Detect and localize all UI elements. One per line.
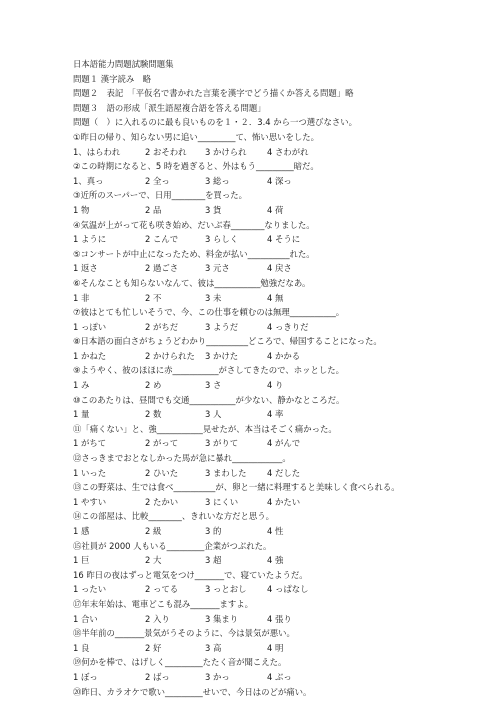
answer-options — [73, 261, 473, 276]
question-text: ①昨日の帰り、知らない男に追い_________て、怖い思いをした。 — [73, 131, 320, 142]
answer-option: 3 超 — [205, 555, 222, 566]
answer-option: 3 っとおし — [205, 584, 247, 595]
answer-option: 4 戻さ — [267, 263, 292, 274]
answer-options — [73, 203, 473, 218]
question-text: ⑬この野菜は、生では食べ__________が、卵と一緒に料理すると美味しく食べられる。 — [73, 482, 400, 493]
answer-option: 1 良 — [73, 642, 90, 653]
instruction: 問題（ ）に入れるのに最も良いものを１・２．3.4 から一つ選びなさい。 — [73, 117, 357, 128]
answer-option: 4 荷 — [267, 204, 284, 215]
answer-option: 2 ばっ — [145, 671, 170, 682]
answer-option: 1 感 — [73, 526, 90, 536]
answer-option: 1、真っ — [73, 175, 104, 186]
answer-option: 1、はらわれ — [73, 146, 121, 157]
answer-options — [73, 612, 473, 627]
answer-option: 3 ようだ — [205, 321, 239, 332]
answer-options — [73, 232, 473, 247]
question-text: ②この時期になると、5 時を過ぎると、外はもう_________暗だ。 — [73, 161, 319, 172]
answer-option: 2 不 — [145, 292, 162, 303]
answer-option: 4 明 — [267, 642, 284, 653]
answer-option: 4 強 — [267, 555, 284, 566]
answer-option: 4 っきりだ — [267, 321, 309, 332]
answer-option: 1 物 — [73, 204, 90, 215]
question-text: ⑭この部屋は、比較________、きれいな方だと思う。 — [73, 511, 274, 522]
answer-option: 3 かけた — [205, 350, 239, 361]
answer-option: 3 がりて — [205, 438, 239, 449]
answer-options — [73, 553, 473, 568]
section-q2: 問題２ 表記 「平仮名で書かれた言葉を漢字でどう描くか答える問題」略 — [73, 88, 354, 99]
question-text: ⑩このあたりは、昼間でも交通___________が少ない、静かなところだ。 — [73, 394, 345, 405]
answer-option: 4 がんで — [267, 438, 301, 449]
answer-option: 4 さわがれ — [267, 146, 309, 157]
answer-options — [73, 582, 473, 597]
answer-option: 2 め — [145, 380, 162, 391]
question-text: ⑧日本語の面白さがちょうどわかり__________どころで、帰国することになった。 — [73, 336, 382, 347]
answer-option: 1 やすい — [73, 496, 107, 507]
answer-option: 2 過ごさ — [145, 263, 179, 274]
answer-option: 4 張り — [267, 613, 292, 624]
answer-option: 3 にくい — [205, 496, 239, 507]
section-q3: 問題３ 語の形成「派生語屋複合語を答える問題」 — [73, 102, 266, 113]
answer-options — [73, 349, 473, 364]
answer-options — [73, 641, 473, 656]
answer-option: 3 さ — [205, 380, 222, 391]
answer-options — [73, 378, 473, 393]
answer-option: 2 がって — [145, 438, 179, 449]
answer-option: 2 好 — [145, 642, 162, 653]
answer-option: 1 ように — [73, 234, 107, 245]
answer-option: 2 数 — [145, 409, 162, 420]
answer-option: 4 深っ — [267, 175, 292, 186]
answer-option: 3 貨 — [205, 204, 222, 215]
question-text: ⑰年末年始は、電車どこも混み_______ますよ。 — [73, 598, 254, 609]
answer-options — [73, 174, 473, 189]
answer-option: 2 ってる — [145, 584, 179, 595]
answer-option: 3 かけられ — [205, 146, 247, 157]
question-text: ⑫さっきまでおとなしかった馬が急に暴れ____________。 — [73, 453, 291, 464]
answer-option: 2 全っ — [145, 175, 170, 186]
answer-option: 1 み — [73, 380, 90, 391]
answer-option: 4 かたい — [267, 496, 301, 507]
question-text: ③近所のスーパーで、日用________を買った。 — [73, 190, 248, 201]
answer-option: 1 がちて — [73, 438, 107, 449]
answer-option: 4 無 — [267, 292, 284, 303]
answer-options — [73, 495, 473, 510]
answer-options — [73, 407, 473, 422]
answer-options — [73, 320, 473, 335]
answer-option: 4 かかる — [267, 350, 301, 361]
answer-options — [73, 670, 473, 685]
answer-option: 4 っぱなし — [267, 584, 309, 595]
answer-option: 1 巨 — [73, 555, 90, 566]
answer-option: 1 ぼっ — [73, 671, 98, 682]
answer-option: 2 がちだ — [145, 321, 179, 332]
answer-option: 2 こんで — [145, 234, 179, 245]
document-page — [73, 57, 473, 699]
answer-option: 2 入り — [145, 613, 170, 624]
answer-option: 4 だした — [267, 467, 301, 478]
question-text: ⑲何かを棒で、はげしく_________たたく音が聞こえた。 — [73, 657, 287, 668]
answer-option: 3 集まり — [205, 613, 239, 624]
answer-option: 1 っぽい — [73, 321, 107, 332]
answer-options — [73, 145, 473, 160]
question-text: ⑥そんなことも知らないなんて、彼は___________勉強だなあ。 — [73, 277, 311, 288]
answer-option: 2 大 — [145, 555, 162, 566]
answer-option: 1 非 — [73, 292, 90, 303]
answer-option: 1 合い — [73, 613, 98, 624]
answer-option: 3 高 — [205, 642, 222, 653]
section-q1: 問題１ 漢字読み 略 — [73, 73, 152, 84]
answer-option: 4 そうに — [267, 234, 301, 245]
question-text: ⑮社員が 2000 人もいる_________企業がつぶれた。 — [73, 540, 272, 551]
answer-option: 2 おそわれ — [145, 146, 187, 157]
answer-option: 1 ったい — [73, 584, 107, 595]
answer-option: 2 ひいた — [145, 467, 179, 478]
answer-option: 3 的 — [205, 526, 222, 536]
answer-option: 2 かけられた — [145, 350, 195, 361]
answer-option: 4 性 — [267, 526, 284, 536]
answer-options — [73, 436, 473, 451]
answer-option: 3 未 — [205, 292, 222, 303]
answer-option: 2 級 — [145, 526, 162, 536]
answer-option: 2 品 — [145, 204, 162, 215]
answer-option: 3 らしく — [205, 234, 239, 245]
answer-option: 3 人 — [205, 409, 222, 420]
document-title: 日本語能力問題試験問題集 — [73, 59, 174, 69]
answer-option: 1 返さ — [73, 263, 98, 274]
answer-options — [73, 466, 473, 481]
question-text: ⑱半年前の_______景気がうそのように、今は景気が悪い。 — [73, 628, 295, 639]
question-text: ⑳昨日、カラオケで歌い_________せいで、今日はのどが痛い。 — [73, 686, 312, 697]
answer-option: 3 総っ — [205, 175, 230, 186]
question-list — [73, 130, 473, 699]
answer-option: 3 かっ — [205, 671, 230, 682]
question-text: ⑨ようやく、彼のほほに赤___________がさしてきたので、ホッとした。 — [73, 365, 344, 376]
answer-option: 3 まわした — [205, 467, 247, 478]
question-text: 16 昨日の夜はずっと電気をつけ_______で、寝ていたようだ。 — [73, 569, 308, 580]
question-text: ⑪「痛くない」と、強___________見せたが、本当はそごく痛かった。 — [73, 423, 337, 434]
question-text: ④気温が上がって花も咲き始め、だいぶ春________なりました。 — [73, 219, 315, 230]
answer-option: 1 量 — [73, 409, 90, 420]
answer-option: 4 ぶっ — [267, 671, 292, 682]
answer-option: 1 いった — [73, 467, 107, 478]
answer-options — [73, 524, 473, 539]
answer-option: 3 元さ — [205, 263, 230, 274]
question-text: ⑤コンサートが中止になったため、料金が払い__________れた。 — [73, 248, 315, 259]
question-text: ⑦彼はとても忙しいそうで、今、この仕事を頼むのは無理___________。 — [73, 307, 345, 318]
answer-options — [73, 291, 473, 306]
answer-option: 4 り — [267, 380, 284, 391]
answer-option: 4 率 — [267, 409, 284, 420]
answer-option: 2 たかい — [145, 496, 179, 507]
answer-option: 1 かねた — [73, 350, 107, 361]
